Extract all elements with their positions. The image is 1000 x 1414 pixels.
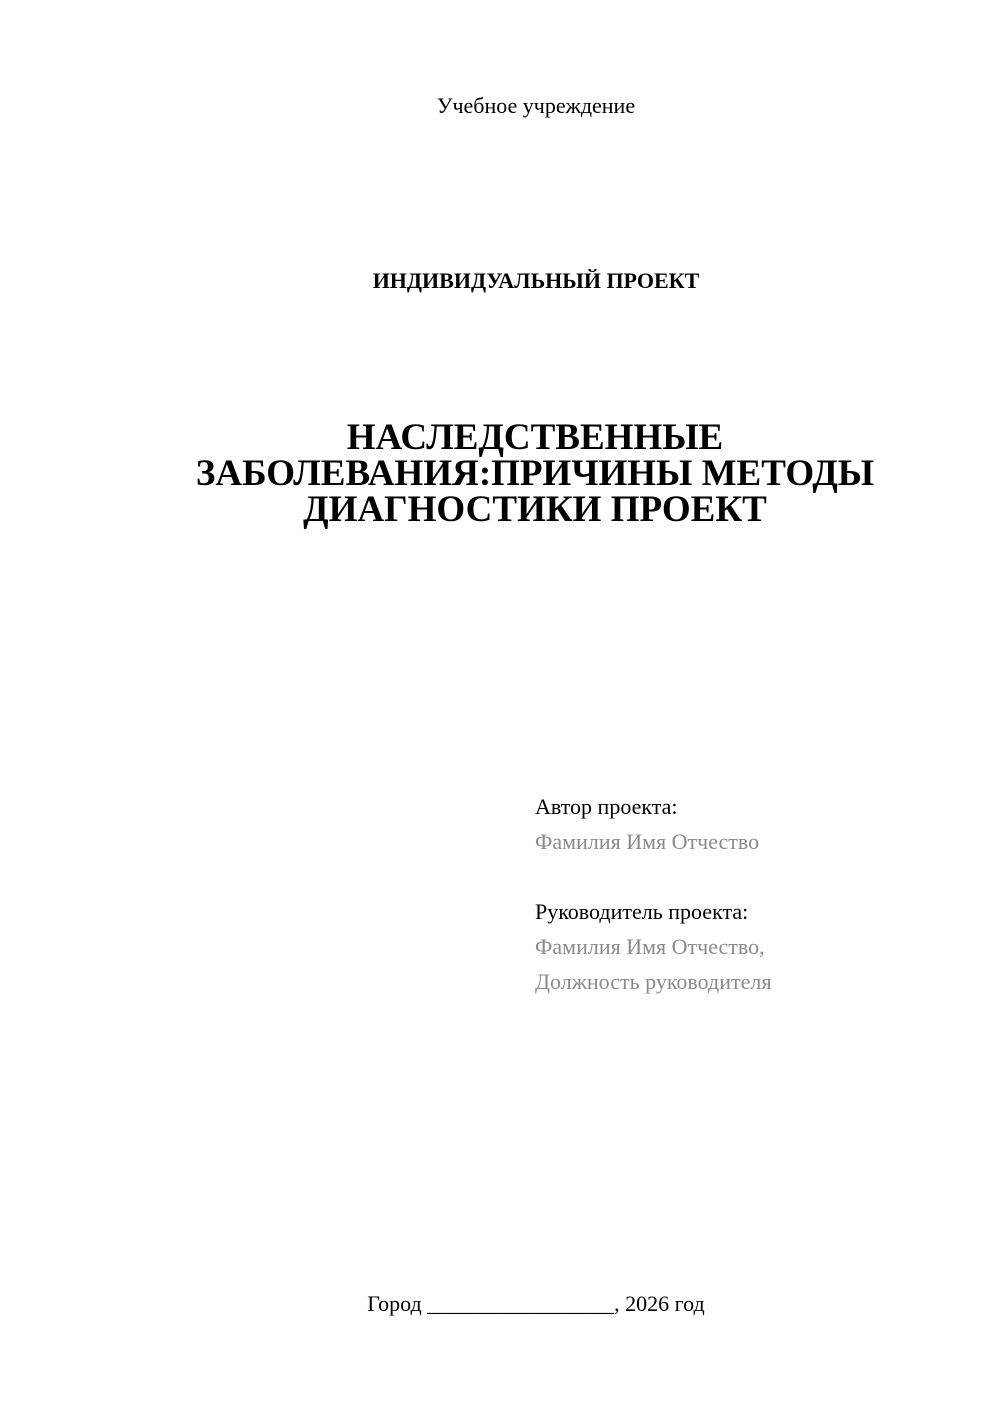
project-title: [150, 417, 920, 530]
document-type: ИНДИВИДУАЛЬНЫЙ ПРОЕКТ: [372, 268, 700, 293]
institution-name: Учебное учреждение: [436, 93, 636, 118]
project-title-line: ДИАГНОСТИКИ ПРОЕКТ: [303, 489, 767, 530]
author-label: Автор проекта:: [535, 794, 678, 819]
project-title-line: НАСЛЕДСТВЕННЫЕ: [346, 417, 724, 458]
supervisor-name: Фамилия Имя Отчество,: [535, 934, 765, 959]
credits-spacer: [535, 859, 935, 894]
author-name: Фамилия Имя Отчество: [535, 829, 760, 854]
supervisor-position: Должность руководителя: [535, 969, 772, 994]
credits-block: [535, 789, 935, 999]
project-title-line: ЗАБОЛЕВАНИЯ:ПРИЧИНЫ МЕТОДЫ: [195, 453, 875, 494]
city-year-line: Город _________________, 2026 год: [367, 1291, 705, 1316]
supervisor-label: Руководитель проекта:: [535, 899, 749, 924]
